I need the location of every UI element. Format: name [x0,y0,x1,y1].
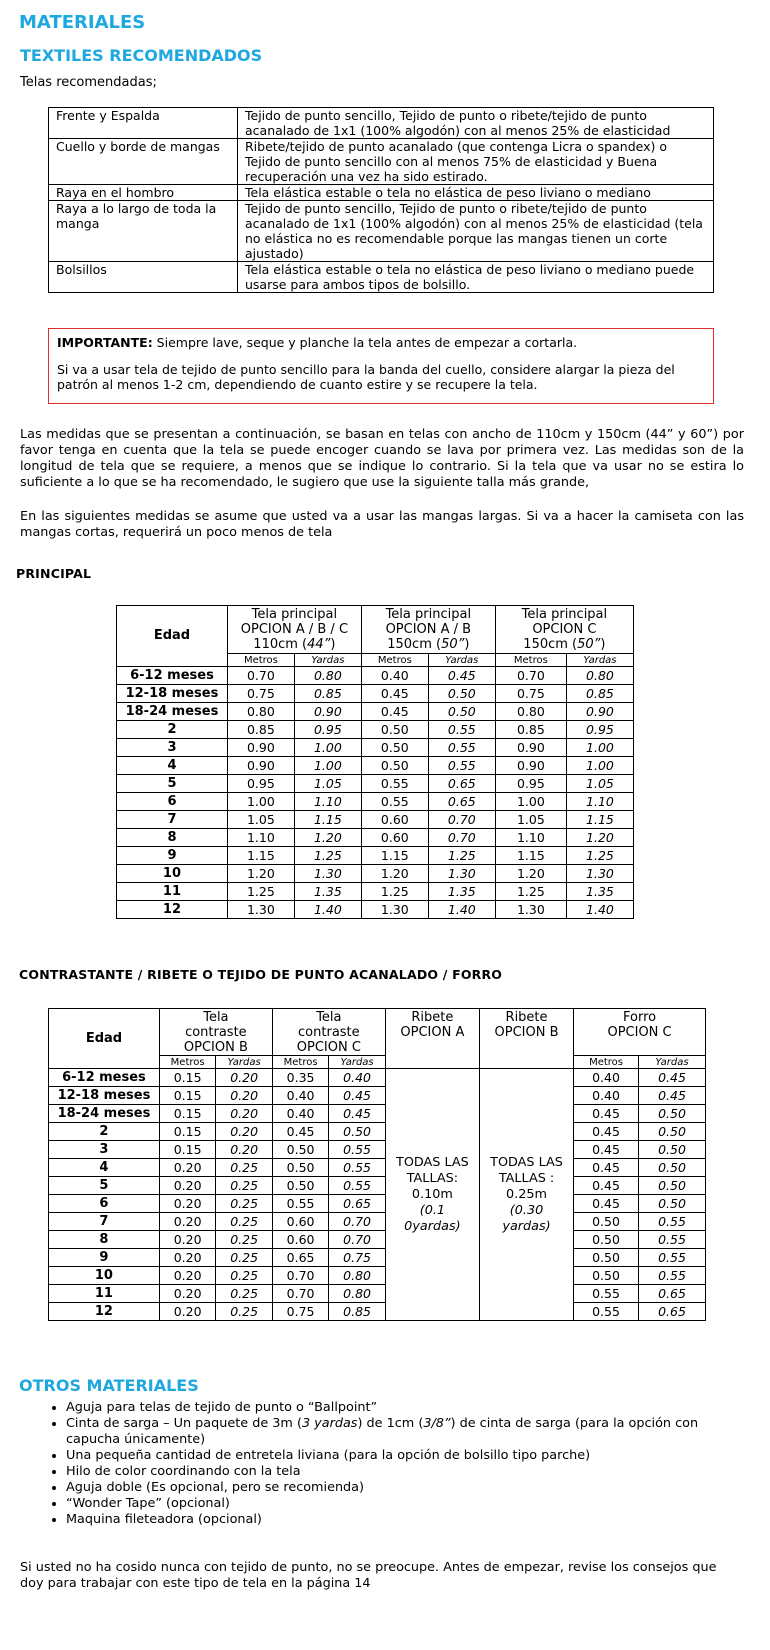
age-cell: 8 [117,829,228,847]
table-row [117,775,634,793]
todas-line: 0yardas) [404,1218,461,1234]
yards-cell: 0.55 [638,1249,705,1267]
yards-cell: 0.20 [216,1069,272,1087]
age-cell: 4 [49,1159,160,1177]
unit-yardas: Yardas [329,1056,385,1069]
meters-cell: 0.65 [272,1249,328,1267]
meters-cell: 0.20 [159,1159,215,1177]
age-cell: 7 [49,1213,160,1231]
meters-cell: 0.45 [272,1123,328,1141]
table-row [117,901,634,919]
table-row [49,201,714,262]
meters-cell: 0.50 [272,1159,328,1177]
measurements-paragraph: Las medidas que se presentan a continuación, se basan en telas con ancho de 110cm y 150cm (44” y 60”) por favor tenga en cuenta que la tela se puede encoger cuando se lava por primera vez. Las medidas son de la longitud de tela que se requiere, a menos que se indique lo contrario. Si la tela que va usar no se estira lo suficiente a lo que se ha recomendado, le sugiero que use la siguiente talla más grande, [20,427,744,490]
meters-cell: 0.50 [361,739,428,757]
yards-cell: 0.50 [428,685,495,703]
yards-cell: 0.25 [216,1303,272,1321]
yards-cell: 0.70 [428,829,495,847]
fabric-part: Cuello y borde de mangas [49,139,238,185]
yards-cell: 0.25 [216,1285,272,1303]
meters-cell: 0.45 [574,1123,639,1141]
meters-cell: 0.90 [495,757,566,775]
age-cell: 3 [49,1141,160,1159]
yards-cell: 0.40 [329,1069,385,1087]
age-cell: 2 [117,721,228,739]
yards-cell: 0.85 [329,1303,385,1321]
table-row [117,865,634,883]
list-item: • Cinta de sarga – Un paquete de 3m (3 yardas) de 1cm (3/8”) de cinta de sarga (para la opción con capucha únicamente) [66,1416,742,1448]
age-cell: 3 [117,739,228,757]
yards-cell: 0.20 [216,1087,272,1105]
meters-cell: 0.50 [272,1141,328,1159]
age-cell: 6 [49,1195,160,1213]
yards-cell: 0.65 [638,1303,705,1321]
yards-cell: 0.55 [329,1177,385,1195]
yards-cell: 0.90 [566,703,633,721]
meters-cell: 0.45 [361,685,428,703]
ribete-a-all-sizes [385,1069,479,1321]
yards-cell: 0.55 [428,757,495,775]
meters-cell: 1.20 [227,865,294,883]
meters-cell: 0.85 [495,721,566,739]
yards-cell: 1.15 [294,811,361,829]
yards-cell: 1.00 [566,739,633,757]
meters-cell: 0.95 [227,775,294,793]
yards-cell: 0.95 [566,721,633,739]
yards-cell: 0.45 [428,667,495,685]
unit-metros: Metros [574,1056,639,1069]
meters-cell: 0.45 [361,703,428,721]
age-header: Edad [117,606,228,667]
yards-cell: 0.55 [638,1213,705,1231]
meters-cell: 0.55 [361,775,428,793]
col-header-ribete-a: Ribete OPCION A [385,1009,479,1069]
fabric-description: Tejido de punto sencillo, Tejido de punto o ribete/tejido de punto acanalado de 1x1 (100% algodón) con al menos 25% de elasticidad [238,108,714,139]
fabric-part: Frente y Espalda [49,108,238,139]
page-title: MATERIALES [19,12,146,33]
yards-cell: 0.20 [216,1105,272,1123]
meters-cell: 1.15 [227,847,294,865]
age-cell: 12 [117,901,228,919]
meters-cell: 0.95 [495,775,566,793]
yards-cell: 0.80 [566,667,633,685]
meters-cell: 0.90 [227,739,294,757]
list-item: • Maquina fileteadora (opcional) [66,1512,742,1528]
age-cell: 7 [117,811,228,829]
yards-cell: 0.70 [428,811,495,829]
yards-cell: 1.05 [566,775,633,793]
table-row [49,1177,706,1195]
meters-cell: 0.45 [574,1159,639,1177]
yards-cell: 0.50 [638,1141,705,1159]
unit-metros: Metros [361,654,428,667]
meters-cell: 1.20 [495,865,566,883]
yards-cell: 0.25 [216,1249,272,1267]
table-row [49,1195,706,1213]
todas-line: (0.30 [509,1202,544,1218]
meters-cell: 0.45 [574,1177,639,1195]
yards-cell: 0.25 [216,1177,272,1195]
meters-cell: 0.55 [574,1303,639,1321]
fabric-description: Tela elástica estable o tela no elástica de peso liviano o mediano puede usarse para ambos tipos de bolsillo. [238,262,714,293]
meters-cell: 1.10 [227,829,294,847]
meters-cell: 0.50 [574,1213,639,1231]
meters-cell: 0.50 [361,757,428,775]
yards-cell: 0.50 [638,1159,705,1177]
table-row [49,1159,706,1177]
yards-cell: 1.35 [566,883,633,901]
unit-yardas: Yardas [294,654,361,667]
table-row [49,262,714,293]
yards-cell: 0.50 [428,703,495,721]
meters-cell: 1.25 [495,883,566,901]
sleeves-paragraph: En las siguientes medidas se asume que usted va a usar las mangas largas. Si va a hacer la camiseta con las mangas cortas, requerirá un poco menos de tela [20,509,744,540]
meters-cell: 0.45 [574,1105,639,1123]
yards-cell: 0.25 [216,1159,272,1177]
meters-cell: 0.75 [495,685,566,703]
yards-cell: 0.85 [566,685,633,703]
table-row [49,1141,706,1159]
meters-cell: 0.45 [574,1195,639,1213]
meters-cell: 0.60 [272,1231,328,1249]
yards-cell: 1.25 [294,847,361,865]
meters-cell: 0.40 [574,1087,639,1105]
yards-cell: 0.50 [638,1123,705,1141]
todas-line: (0.1 [419,1202,446,1218]
yards-cell: 0.80 [294,667,361,685]
todas-line: TODAS LAS [396,1154,469,1170]
age-cell: 18-24 meses [49,1105,160,1123]
unit-yardas: Yardas [428,654,495,667]
age-cell: 9 [49,1249,160,1267]
table-row [49,1087,706,1105]
table-row [49,1249,706,1267]
yards-cell: 0.55 [638,1267,705,1285]
table-row [117,757,634,775]
yards-cell: 0.65 [638,1285,705,1303]
yards-cell: 0.65 [329,1195,385,1213]
yards-cell: 0.50 [638,1195,705,1213]
yards-cell: 1.10 [566,793,633,811]
yards-cell: 1.35 [294,883,361,901]
yards-cell: 0.55 [329,1159,385,1177]
yards-cell: 0.50 [638,1105,705,1123]
list-item: • Una pequeña cantidad de entretela liviana (para la opción de bolsillo tipo parche) [66,1448,742,1464]
yards-cell: 0.80 [329,1267,385,1285]
meters-cell: 1.30 [495,901,566,919]
age-cell: 5 [117,775,228,793]
meters-cell: 0.70 [495,667,566,685]
yards-cell: 0.65 [428,793,495,811]
col-header-forro-c: Forro OPCION C [574,1009,706,1056]
col-header-main-150-c: Tela principal OPCION C 150cm (50”) [495,606,633,654]
meters-cell: 0.50 [272,1177,328,1195]
table-row [117,667,634,685]
yards-cell: 1.20 [566,829,633,847]
important-line-1: Siempre lave, seque y planche la tela antes de empezar a cortarla. [152,335,578,350]
yards-cell: 0.55 [638,1231,705,1249]
meters-cell: 0.15 [159,1069,215,1087]
yards-cell: 1.30 [294,865,361,883]
age-cell: 12-18 meses [49,1087,160,1105]
meters-cell: 0.20 [159,1267,215,1285]
age-cell: 5 [49,1177,160,1195]
meters-cell: 0.15 [159,1105,215,1123]
todas-line: 0.25m [506,1186,548,1202]
important-label: IMPORTANTE: [57,335,153,350]
yards-cell: 0.25 [216,1213,272,1231]
meters-cell: 0.70 [227,667,294,685]
table-row [117,883,634,901]
other-materials-heading: OTROS MATERIALES [19,1376,199,1395]
table-row [49,185,714,201]
important-line-2: Si va a usar tela de tejido de punto sencillo para la banda del cuello, considere alargar la pieza del patrón al menos 1-2 cm, dependiendo de cuanto estire y se recupere la tela. [57,362,675,392]
yards-cell: 1.40 [428,901,495,919]
fabric-part: Bolsillos [49,262,238,293]
unit-yardas: Yardas [216,1056,272,1069]
yards-cell: 1.20 [294,829,361,847]
meters-cell: 0.80 [495,703,566,721]
yards-cell: 0.55 [428,721,495,739]
age-cell: 11 [49,1285,160,1303]
closing-paragraph: Si usted no ha cosido nunca con tejido de punto, no se preocupe. Antes de empezar, revise los consejos que doy para trabajar con este tipo de tela en la página 14 [20,1560,717,1591]
meters-cell: 0.60 [272,1213,328,1231]
yards-cell: 0.45 [638,1087,705,1105]
meters-cell: 1.20 [361,865,428,883]
list-item: • Hilo de color coordinando con la tela [66,1464,742,1480]
yards-cell: 0.95 [294,721,361,739]
yards-cell: 0.90 [294,703,361,721]
table-row [49,1303,706,1321]
table-row [117,793,634,811]
yards-cell: 1.30 [566,865,633,883]
unit-metros: Metros [227,654,294,667]
yards-cell: 0.80 [329,1285,385,1303]
meters-cell: 0.40 [361,667,428,685]
yards-cell: 0.25 [216,1267,272,1285]
meters-cell: 0.55 [361,793,428,811]
important-note-box [48,328,714,404]
age-cell: 2 [49,1123,160,1141]
yards-cell: 0.45 [329,1105,385,1123]
meters-cell: 0.85 [227,721,294,739]
yards-cell: 1.40 [566,901,633,919]
meters-cell: 0.15 [159,1087,215,1105]
yards-cell: 0.85 [294,685,361,703]
table-row [49,1105,706,1123]
unit-yardas: Yardas [566,654,633,667]
yards-cell: 0.20 [216,1123,272,1141]
principal-heading: PRINCIPAL [16,566,92,581]
yards-cell: 0.25 [216,1195,272,1213]
meters-cell: 1.30 [227,901,294,919]
yards-cell: 1.00 [294,739,361,757]
age-cell: 6-12 meses [49,1069,160,1087]
meters-cell: 1.15 [495,847,566,865]
meters-cell: 0.75 [272,1303,328,1321]
meters-cell: 0.20 [159,1195,215,1213]
yards-cell: 0.45 [638,1069,705,1087]
meters-cell: 0.20 [159,1213,215,1231]
unit-metros: Metros [159,1056,215,1069]
yards-cell: 1.25 [428,847,495,865]
meters-cell: 1.30 [361,901,428,919]
yards-cell: 0.20 [216,1141,272,1159]
meters-cell: 0.45 [574,1141,639,1159]
table-row [117,829,634,847]
todas-line: TALLAS : [498,1170,555,1186]
recommended-fabrics-table [48,107,714,293]
col-header-ribete-b: Ribete OPCION B [479,1009,573,1069]
table-row [49,1231,706,1249]
unit-yardas: Yardas [638,1056,705,1069]
meters-cell: 0.50 [574,1249,639,1267]
meters-cell: 1.15 [361,847,428,865]
col-header-contrast-b: Tela contraste OPCION B [159,1009,272,1056]
table-row [49,1069,706,1087]
yards-cell: 1.30 [428,865,495,883]
meters-cell: 0.15 [159,1123,215,1141]
meters-cell: 0.20 [159,1285,215,1303]
table-row [49,1267,706,1285]
intro-text: Telas recomendadas; [20,75,157,90]
yards-cell: 1.35 [428,883,495,901]
table-row [49,1213,706,1231]
yards-cell: 0.65 [428,775,495,793]
meters-cell: 0.40 [574,1069,639,1087]
yards-cell: 0.55 [428,739,495,757]
contrast-heading: CONTRASTANTE / RIBETE O TEJIDO DE PUNTO ACANALADO / FORRO [19,967,503,982]
meters-cell: 0.55 [574,1285,639,1303]
col-header-main-110: Tela principal OPCION A / B / C 110cm (44”) [227,606,361,654]
contrast-fabric-table [48,1008,706,1321]
meters-cell: 0.80 [227,703,294,721]
todas-line: TALLAS: [406,1170,459,1186]
meters-cell: 0.35 [272,1069,328,1087]
meters-cell: 1.25 [361,883,428,901]
age-cell: 4 [117,757,228,775]
age-cell: 8 [49,1231,160,1249]
age-cell: 12-18 meses [117,685,228,703]
meters-cell: 0.90 [227,757,294,775]
todas-line: 0.10m [411,1186,453,1202]
table-row [49,1123,706,1141]
meters-cell: 1.05 [227,811,294,829]
yards-cell: 1.00 [294,757,361,775]
col-header-contrast-c: Tela contraste OPCION C [272,1009,385,1056]
yards-cell: 0.45 [329,1087,385,1105]
meters-cell: 0.70 [272,1267,328,1285]
table-row [117,847,634,865]
fabric-part: Raya a lo largo de toda la manga [49,201,238,262]
meters-cell: 0.20 [159,1249,215,1267]
italic-text: 3/8” [423,1416,451,1431]
yards-cell: 1.10 [294,793,361,811]
col-header-main-150-ab: Tela principal OPCION A / B 150cm (50”) [361,606,495,654]
meters-cell: 0.15 [159,1141,215,1159]
age-cell: 6-12 meses [117,667,228,685]
yards-cell: 0.75 [329,1249,385,1267]
meters-cell: 0.90 [495,739,566,757]
table-row [49,1285,706,1303]
fabric-description: Tela elástica estable o tela no elástica de peso liviano o mediano [238,185,714,201]
meters-cell: 1.00 [495,793,566,811]
yards-cell: 0.70 [329,1213,385,1231]
table-row [117,811,634,829]
unit-metros: Metros [272,1056,328,1069]
meters-cell: 0.60 [361,829,428,847]
meters-cell: 0.75 [227,685,294,703]
age-cell: 6 [117,793,228,811]
section-title-textiles: TEXTILES RECOMENDADOS [20,46,263,65]
meters-cell: 0.50 [574,1231,639,1249]
yards-cell: 1.05 [294,775,361,793]
yards-cell: 0.70 [329,1231,385,1249]
table-row [117,739,634,757]
unit-metros: Metros [495,654,566,667]
age-cell: 18-24 meses [117,703,228,721]
meters-cell: 0.20 [159,1177,215,1195]
age-cell: 10 [49,1267,160,1285]
meters-cell: 0.60 [361,811,428,829]
meters-cell: 0.50 [574,1267,639,1285]
age-header: Edad [49,1009,160,1069]
age-cell: 9 [117,847,228,865]
yards-cell: 0.55 [329,1141,385,1159]
todas-line: TODAS LAS [490,1154,563,1170]
fabric-description: Tejido de punto sencillo, Tejido de punto o ribete/tejido de punto acanalado de 1x1 (100% algodón) con al menos 25% de elasticidad (tela no elástica no es recomendable porque las mangas tienen un corte ajustado) [238,201,714,262]
table-row [49,139,714,185]
yards-cell: 1.25 [566,847,633,865]
yards-cell: 1.15 [566,811,633,829]
meters-cell: 1.10 [495,829,566,847]
table-row [117,685,634,703]
principal-fabric-table [116,605,634,919]
meters-cell: 0.20 [159,1303,215,1321]
todas-line: yardas) [502,1218,551,1234]
fabric-part: Raya en el hombro [49,185,238,201]
table-row [117,703,634,721]
meters-cell: 0.20 [159,1231,215,1249]
age-cell: 10 [117,865,228,883]
list-item: • Aguja doble (Es opcional, pero se recomienda) [66,1480,742,1496]
meters-cell: 0.40 [272,1105,328,1123]
list-item: • “Wonder Tape” (opcional) [66,1496,742,1512]
yards-cell: 1.40 [294,901,361,919]
list-item: • Aguja para telas de tejido de punto o “Ballpoint” [66,1400,742,1416]
table-row [117,721,634,739]
meters-cell: 1.25 [227,883,294,901]
other-materials-list [22,1400,742,1528]
yards-cell: 0.50 [638,1177,705,1195]
yards-cell: 0.50 [329,1123,385,1141]
yards-cell: 1.00 [566,757,633,775]
meters-cell: 1.05 [495,811,566,829]
ribete-b-all-sizes [479,1069,573,1321]
italic-text: 3 yardas [301,1416,358,1431]
table-row [49,108,714,139]
age-cell: 12 [49,1303,160,1321]
yards-cell: 0.25 [216,1231,272,1249]
age-cell: 11 [117,883,228,901]
meters-cell: 0.55 [272,1195,328,1213]
fabric-description: Ribete/tejido de punto acanalado (que contenga Licra o spandex) o Tejido de punto sencillo con al menos 75% de elasticidad y Buena recuperación una vez ha sido estirado. [238,139,714,185]
meters-cell: 0.70 [272,1285,328,1303]
meters-cell: 0.50 [361,721,428,739]
meters-cell: 0.40 [272,1087,328,1105]
meters-cell: 1.00 [227,793,294,811]
